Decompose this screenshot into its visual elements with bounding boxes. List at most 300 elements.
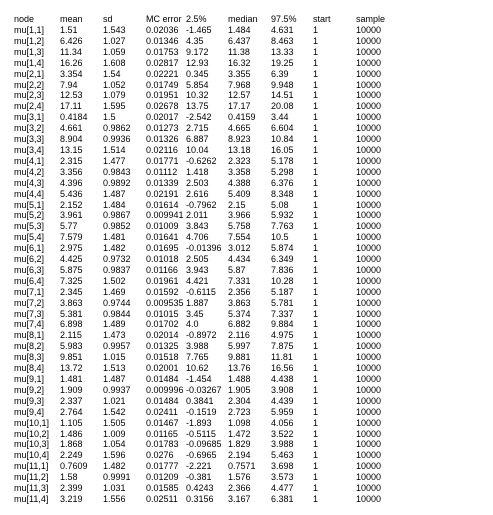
cell-start: 1	[313, 123, 319, 134]
cell-sd: 1.059	[103, 46, 126, 57]
cell-mean: 3.863	[60, 297, 83, 308]
cell-node: mu[6,1]	[14, 243, 45, 254]
cell-97-5-percent: 5.08	[271, 199, 289, 210]
cell-sample: 10000	[356, 308, 382, 319]
cell-mean: 7.325	[60, 275, 83, 286]
cell-mean: 3.961	[60, 210, 83, 221]
cell-node: mu[6,4]	[14, 275, 45, 286]
cell-sample: 10000	[356, 79, 382, 90]
cell-97-5-percent: 16.05	[271, 144, 294, 155]
cell-mc-error: 0.02678	[146, 101, 179, 112]
cell-sd: 0.9867	[103, 210, 131, 221]
cell-2-5-percent: 1.418	[186, 166, 209, 177]
cell-median: 7.554	[228, 232, 251, 243]
cell-97-5-percent: 4.439	[271, 395, 294, 406]
cell-sample: 10000	[356, 395, 382, 406]
cell-node: mu[2,4]	[14, 101, 45, 112]
col-header-mean: mean	[60, 14, 83, 24]
cell-node: mu[6,3]	[14, 264, 45, 275]
cell-97-5-percent: 5.178	[271, 155, 294, 166]
cell-97-5-percent: 8.463	[271, 35, 294, 46]
cell-mean: 16.26	[60, 57, 83, 68]
cell-start: 1	[313, 374, 319, 384]
cell-node: mu[10,4]	[14, 450, 50, 461]
cell-sd: 1.031	[103, 483, 126, 494]
cell-sample: 10000	[356, 286, 382, 297]
table-row	[14, 254, 398, 265]
cell-97-5-percent: 4.438	[271, 374, 294, 384]
cell-mc-error: 0.009941	[146, 210, 184, 221]
table-row	[14, 287, 398, 298]
cell-2-5-percent: -1.465	[186, 25, 212, 35]
cell-node: mu[5,2]	[14, 210, 45, 221]
cell-97-5-percent: 4.056	[271, 417, 294, 428]
cell-median: 8.923	[228, 134, 251, 145]
table-header	[14, 14, 398, 25]
cell-mc-error: 0.0276	[146, 450, 174, 461]
cell-median: 13.76	[228, 363, 251, 374]
table-row	[14, 385, 398, 396]
cell-mean: 0.7609	[60, 461, 88, 472]
cell-2-5-percent: 2.505	[186, 254, 209, 265]
cell-mean: 1.105	[60, 417, 83, 428]
cell-2-5-percent: -0.1519	[186, 406, 217, 417]
cell-start: 1	[313, 243, 319, 254]
cell-mc-error: 0.01009	[146, 221, 179, 232]
cell-2-5-percent: 10.04	[186, 144, 209, 155]
cell-mc-error: 0.02017	[146, 112, 179, 123]
table-row	[14, 472, 398, 483]
cell-sample: 10000	[356, 341, 382, 352]
cell-2-5-percent: 10.32	[186, 90, 209, 101]
cell-start: 1	[313, 363, 319, 374]
cell-97-5-percent: 5.932	[271, 210, 294, 221]
cell-97-5-percent: 7.763	[271, 221, 294, 232]
cell-2-5-percent: 4.0	[186, 319, 199, 330]
cell-mc-error: 0.02817	[146, 57, 179, 68]
cell-start: 1	[313, 352, 319, 363]
col-header-median: median	[228, 14, 258, 24]
cell-mc-error: 0.01165	[146, 428, 178, 439]
cell-start: 1	[313, 79, 319, 90]
cell-node: mu[2,1]	[14, 68, 45, 79]
cell-mean: 7.94	[60, 79, 78, 90]
table-row	[14, 418, 398, 429]
cell-start: 1	[313, 417, 319, 428]
cell-97-5-percent: 10.28	[271, 275, 294, 286]
cell-2-5-percent: 0.3156	[186, 493, 214, 504]
cell-97-5-percent: 10.5	[271, 232, 289, 243]
cell-mc-error: 0.01749	[146, 79, 179, 90]
cell-97-5-percent: 5.781	[271, 297, 294, 308]
cell-mean: 7.579	[60, 232, 83, 243]
cell-mean: 5.436	[60, 188, 83, 199]
cell-mean: 1.481	[60, 374, 83, 384]
cell-2-5-percent: 3.943	[186, 264, 209, 275]
cell-median: 13.18	[228, 144, 251, 155]
cell-2-5-percent: -0.6262	[186, 155, 217, 166]
cell-start: 1	[313, 25, 319, 35]
cell-mean: 2.764	[60, 406, 83, 417]
cell-sd: 1.027	[103, 35, 126, 46]
cell-start: 1	[313, 439, 319, 450]
cell-sample: 10000	[356, 461, 382, 472]
cell-median: 3.966	[228, 210, 251, 221]
cell-mc-error: 0.01467	[146, 417, 179, 428]
cell-mean: 1.58	[60, 472, 78, 483]
table-row	[14, 396, 398, 407]
cell-mean: 5.875	[60, 264, 83, 275]
cell-sample: 10000	[356, 112, 382, 123]
cell-mean: 3.356	[60, 166, 83, 177]
cell-97-5-percent: 5.298	[271, 166, 294, 177]
cell-2-5-percent: 3.843	[186, 221, 209, 232]
cell-sample: 10000	[356, 450, 382, 461]
cell-sample: 10000	[356, 35, 382, 46]
cell-mc-error: 0.01614	[146, 199, 179, 210]
cell-mc-error: 0.009535	[146, 297, 184, 308]
cell-median: 2.356	[228, 286, 251, 297]
cell-mc-error: 0.01961	[146, 275, 179, 286]
cell-2-5-percent: 6.887	[186, 134, 209, 145]
cell-mean: 2.249	[60, 450, 83, 461]
cell-node: mu[5,4]	[14, 232, 45, 243]
cell-mean: 9.851	[60, 352, 83, 363]
cell-97-5-percent: 20.08	[271, 101, 294, 112]
cell-mc-error: 0.01209	[146, 472, 179, 483]
cell-97-5-percent: 4.975	[271, 330, 294, 341]
cell-sample: 10000	[356, 254, 382, 265]
cell-2-5-percent: 4.706	[186, 232, 209, 243]
cell-sample: 10000	[356, 374, 382, 384]
cell-mc-error: 0.01346	[146, 35, 179, 46]
table-row	[14, 101, 398, 112]
cell-start: 1	[313, 450, 319, 461]
table-body	[14, 25, 398, 505]
cell-node: mu[10,3]	[14, 439, 50, 450]
cell-mean: 8.904	[60, 134, 83, 145]
cell-mc-error: 0.01015	[146, 308, 179, 319]
cell-2-5-percent: -0.6115	[186, 286, 216, 297]
cell-node: mu[8,3]	[14, 352, 45, 363]
cell-mc-error: 0.02036	[146, 25, 179, 35]
cell-median: 5.997	[228, 341, 251, 352]
cell-sd: 0.9837	[103, 264, 131, 275]
cell-mc-error: 0.01484	[146, 374, 179, 384]
cell-sample: 10000	[356, 188, 382, 199]
cell-sd: 1.052	[103, 79, 126, 90]
cell-median: 7.968	[228, 79, 251, 90]
cell-node: mu[11,3]	[14, 483, 49, 494]
cell-mean: 3.354	[60, 68, 83, 79]
cell-start: 1	[313, 384, 319, 395]
cell-sample: 10000	[356, 123, 382, 134]
cell-mc-error: 0.02014	[146, 330, 179, 341]
cell-mean: 1.868	[60, 439, 83, 450]
cell-start: 1	[313, 166, 319, 177]
cell-node: mu[7,1]	[14, 286, 45, 297]
cell-start: 1	[313, 286, 319, 297]
cell-median: 1.484	[228, 25, 251, 35]
cell-start: 1	[313, 406, 319, 417]
cell-sd: 0.9844	[103, 308, 131, 319]
cell-node: mu[3,4]	[14, 144, 45, 155]
cell-2-5-percent: 0.3841	[186, 395, 214, 406]
col-header-sample: sample	[356, 14, 386, 24]
cell-start: 1	[313, 395, 319, 406]
cell-97-5-percent: 3.573	[271, 472, 294, 483]
mcmc-summary-table	[14, 14, 398, 505]
cell-mean: 2.399	[60, 483, 83, 494]
cell-sample: 10000	[356, 493, 382, 504]
cell-2-5-percent: 2.715	[186, 123, 209, 134]
table-row	[14, 36, 398, 47]
cell-2-5-percent: 9.172	[186, 46, 209, 57]
cell-sample: 10000	[356, 243, 382, 254]
cell-mean: 12.53	[60, 90, 83, 101]
cell-mc-error: 0.01112	[146, 166, 178, 177]
cell-node: mu[1,3]	[14, 46, 45, 57]
table-row	[14, 90, 398, 101]
cell-mc-error: 0.01585	[146, 483, 179, 494]
col-header-2-5-percent: 2.5%	[186, 14, 207, 24]
cell-median: 2.366	[228, 483, 251, 494]
cell-mc-error: 0.01166	[146, 264, 178, 275]
cell-mean: 17.11	[60, 101, 82, 112]
cell-sd: 1.473	[103, 330, 126, 341]
cell-sd: 1.021	[103, 395, 126, 406]
cell-2-5-percent: -1.454	[186, 374, 212, 384]
cell-97-5-percent: 9.884	[271, 319, 294, 330]
cell-2-5-percent: -0.6965	[186, 450, 217, 461]
cell-2-5-percent: 0.345	[186, 68, 209, 79]
cell-sample: 10000	[356, 406, 382, 417]
table-row	[14, 407, 398, 418]
cell-sample: 10000	[356, 297, 382, 308]
cell-mean: 5.77	[60, 221, 78, 232]
cell-median: 2.116	[228, 330, 250, 341]
cell-sd: 1.484	[103, 199, 126, 210]
cell-2-5-percent: 10.62	[186, 363, 209, 374]
cell-sd: 1.505	[103, 417, 126, 428]
cell-sample: 10000	[356, 101, 382, 112]
cell-node: mu[7,3]	[14, 308, 45, 319]
cell-mean: 6.426	[60, 35, 83, 46]
cell-sd: 1.595	[103, 101, 126, 112]
cell-start: 1	[313, 319, 319, 330]
cell-mean: 2.337	[60, 395, 83, 406]
cell-start: 1	[313, 68, 319, 79]
cell-mc-error: 0.02116	[146, 144, 178, 155]
cell-sample: 10000	[356, 352, 382, 363]
table-row	[14, 221, 398, 232]
cell-node: mu[4,1]	[14, 155, 45, 166]
cell-node: mu[1,4]	[14, 57, 45, 68]
table-row	[14, 276, 398, 287]
cell-node: mu[9,4]	[14, 406, 45, 417]
cell-node: mu[9,1]	[14, 374, 45, 384]
cell-median: 3.355	[228, 68, 251, 79]
cell-2-5-percent: 2.503	[186, 177, 209, 188]
cell-sd: 1.513	[103, 363, 126, 374]
cell-mc-error: 0.01771	[146, 155, 179, 166]
cell-median: 2.323	[228, 155, 251, 166]
cell-sample: 10000	[356, 68, 382, 79]
cell-sd: 1.482	[103, 243, 126, 254]
cell-node: mu[4,3]	[14, 177, 45, 188]
cell-mc-error: 0.01777	[146, 461, 179, 472]
cell-2-5-percent: 3.45	[186, 308, 204, 319]
cell-mean: 0.4184	[60, 112, 88, 123]
col-header-start: start	[313, 14, 331, 24]
cell-start: 1	[313, 493, 319, 504]
table-row	[14, 243, 398, 254]
cell-mc-error: 0.01273	[146, 123, 179, 134]
cell-start: 1	[313, 264, 319, 275]
cell-start: 1	[313, 472, 319, 483]
cell-97-5-percent: 3.988	[271, 439, 294, 450]
cell-node: mu[7,4]	[14, 319, 45, 330]
cell-start: 1	[313, 46, 319, 57]
cell-2-5-percent: -0.03267	[186, 384, 222, 395]
cell-97-5-percent: 3.908	[271, 384, 294, 395]
cell-median: 1.488	[228, 374, 251, 384]
cell-mean: 13.15	[60, 144, 83, 155]
cell-sd: 1.469	[103, 286, 126, 297]
table-row	[14, 374, 398, 385]
cell-sample: 10000	[356, 166, 382, 177]
cell-median: 16.32	[228, 57, 251, 68]
cell-start: 1	[313, 134, 319, 145]
cell-97-5-percent: 6.39	[271, 68, 289, 79]
cell-2-5-percent: 2.616	[186, 188, 209, 199]
cell-mean: 6.898	[60, 319, 83, 330]
cell-median: 11.38	[228, 46, 250, 57]
cell-start: 1	[313, 275, 319, 286]
cell-mc-error: 0.01339	[146, 177, 179, 188]
table-row	[14, 461, 398, 472]
cell-start: 1	[313, 101, 319, 112]
table-row	[14, 156, 398, 167]
cell-median: 1.472	[228, 428, 251, 439]
cell-mean: 3.219	[60, 493, 83, 504]
cell-median: 2.723	[228, 406, 251, 417]
cell-sd: 0.9991	[103, 472, 131, 483]
cell-median: 6.882	[228, 319, 251, 330]
col-header-sd: sd	[103, 14, 113, 24]
cell-node: mu[2,2]	[14, 79, 45, 90]
cell-median: 12.57	[228, 90, 251, 101]
cell-2-5-percent: 3.988	[186, 341, 209, 352]
cell-97-5-percent: 3.698	[271, 461, 294, 472]
cell-sample: 10000	[356, 210, 382, 221]
cell-sd: 1.477	[103, 155, 126, 166]
cell-sd: 0.9892	[103, 177, 131, 188]
cell-mean: 2.975	[60, 243, 83, 254]
cell-node: mu[3,1]	[14, 112, 45, 123]
cell-start: 1	[313, 297, 319, 308]
cell-sd: 1.54	[103, 68, 121, 79]
cell-sample: 10000	[356, 330, 382, 341]
table-row	[14, 352, 398, 363]
cell-sample: 10000	[356, 221, 382, 232]
cell-start: 1	[313, 57, 319, 68]
cell-node: mu[7,2]	[14, 297, 45, 308]
cell-mean: 1.909	[60, 384, 83, 395]
cell-median: 9.881	[228, 352, 251, 363]
cell-median: 5.87	[228, 264, 246, 275]
cell-97-5-percent: 11.81	[271, 352, 293, 363]
cell-median: 2.15	[228, 199, 246, 210]
cell-2-5-percent: -2.221	[186, 461, 212, 472]
cell-mean: 13.72	[60, 363, 83, 374]
cell-mc-error: 0.01325	[146, 341, 179, 352]
cell-sd: 1.015	[103, 352, 126, 363]
cell-mc-error: 0.01753	[146, 46, 179, 57]
cell-sd: 1.481	[103, 232, 126, 243]
cell-mc-error: 0.01484	[146, 395, 179, 406]
cell-start: 1	[313, 199, 319, 210]
cell-mean: 2.115	[60, 330, 82, 341]
cell-start: 1	[313, 483, 319, 494]
cell-start: 1	[313, 35, 319, 46]
cell-mean: 5.381	[60, 308, 83, 319]
cell-mean: 11.34	[60, 46, 82, 57]
cell-median: 2.194	[228, 450, 251, 461]
cell-sample: 10000	[356, 177, 382, 188]
cell-start: 1	[313, 144, 319, 155]
cell-start: 1	[313, 188, 319, 199]
cell-2-5-percent: 12.93	[186, 57, 209, 68]
cell-sd: 1.542	[103, 406, 126, 417]
cell-97-5-percent: 7.337	[271, 308, 294, 319]
table-row	[14, 167, 398, 178]
cell-sample: 10000	[356, 57, 382, 68]
cell-mc-error: 0.009996	[146, 384, 184, 395]
cell-sd: 1.5	[103, 112, 116, 123]
cell-97-5-percent: 7.875	[271, 341, 294, 352]
cell-node: mu[9,2]	[14, 384, 45, 395]
table-row	[14, 145, 398, 156]
cell-node: mu[10,1]	[14, 417, 50, 428]
cell-97-5-percent: 5.874	[271, 243, 294, 254]
cell-sample: 10000	[356, 483, 382, 494]
table-row	[14, 330, 398, 341]
table-row	[14, 47, 398, 58]
cell-start: 1	[313, 210, 319, 221]
cell-start: 1	[313, 221, 319, 232]
cell-sample: 10000	[356, 264, 382, 275]
cell-sd: 0.9937	[103, 384, 131, 395]
cell-sd: 1.596	[103, 450, 126, 461]
cell-sd: 1.556	[103, 493, 126, 504]
cell-node: mu[8,4]	[14, 363, 45, 374]
cell-97-5-percent: 4.477	[271, 483, 294, 494]
table-row	[14, 178, 398, 189]
cell-sample: 10000	[356, 472, 382, 483]
cell-node: mu[5,3]	[14, 221, 45, 232]
cell-97-5-percent: 4.631	[271, 25, 294, 35]
col-header-97-5-percent: 97.5%	[271, 14, 297, 24]
cell-mean: 4.661	[60, 123, 83, 134]
cell-start: 1	[313, 112, 319, 123]
cell-sd: 1.487	[103, 188, 126, 199]
cell-median: 4.434	[228, 254, 251, 265]
cell-97-5-percent: 8.348	[271, 188, 294, 199]
cell-97-5-percent: 6.349	[271, 254, 294, 265]
cell-97-5-percent: 10.84	[271, 134, 294, 145]
cell-node: mu[5,1]	[14, 199, 45, 210]
